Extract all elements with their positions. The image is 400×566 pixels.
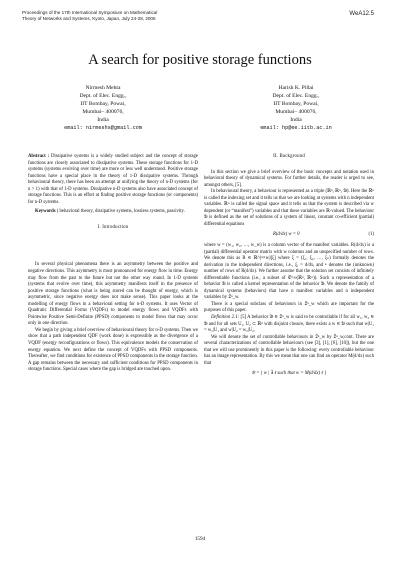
keywords-label: Keywords (35, 209, 56, 215)
intro-paragraph-2: We begin by giving a brief overview of behavioural theory for n-D systems. Then we show that a path independent QDF (work done) is expressible as the divergence of a VQDF (energy reconfigurations or flows). This equivalence models the conservation of energy equation. We next define the concept of VQDFs with PPSD components. Thereafter, we find conditions for existence of PPSD components in the storage function. A gap remains between the necessary and sufficient conditions for PPSD components in storage functions. Special cases where the gap is bridged are touched upon. (28, 327, 198, 373)
abstract-paragraph (28, 154, 198, 206)
intro-paragraph-1: In several physical phenomena there is an asymmetry between the positive and negative directions. This asymmetry is most pronounced for energy flow in time. Energy may flow from the past to the future but not the other way round. In 1-D systems (systems that evolve over time), this asymmetry manifests itself in the presence of positive storage functions (what is being stored can be thought of energy, which is asymmetric, since negative energy does not make sense). This paper looks at the modelling of energy flows in a behavioral setting for n-D systems. It uses Vector of Quadratic Differential Forms (VQDFs) to model energy flows and VQDFs with Pointwise Positive Semi-Definite (PPSD) components to model flows that may occur only in one direction. (28, 262, 198, 327)
author-dept: Dept. of Elec. Engg., (272, 93, 320, 100)
author-institute: IIT Bombay, Powai, (80, 101, 126, 108)
section-heading-background: II. Background (273, 154, 305, 159)
author-email: email: nirmeshs@gmail.com (64, 125, 142, 132)
session-code: WeA12.5 (349, 11, 374, 17)
author-country: India (97, 117, 109, 124)
keywords-paragraph (28, 209, 198, 216)
background-paragraph-5: We will denote the set of controllable behaviours in 𝔏ⁿ_w by 𝔏ⁿ_w,cont. There are several characterizations of controllable behaviours (see [3], [1], [6], [10]), but the one that we will use prominently in this paper is the following: every controllable behaviour has an image representation. By this we mean that one can find an operator M(d/dx) such that (204, 334, 374, 366)
equation-1-body: R(d/dx) w = 0 (272, 232, 300, 238)
author-country: India (290, 117, 302, 124)
author-email: email: hp@ee.iitb.ac.in (260, 125, 332, 132)
section-spacer (28, 240, 198, 262)
author-name: Harish K. Pillai (278, 85, 314, 91)
definition-text: [5] A behavior 𝔅 ∈ 𝔏ⁿ_w is said to be controllable if for all w₁, w₂ ∈ 𝔅 and for all sets U₁, U₂ ⊂ ℝⁿ with disjoint closure, there exists a w ∈ 𝔅 such that w|U₁ = w₁|U₁ and w|U₂ = w₂|U₂. (204, 315, 374, 334)
equation-2 (204, 371, 374, 378)
equation-1 (204, 232, 374, 239)
author-name: Nirmesh Mehta (85, 85, 121, 91)
proceedings-line-2: Theory of Networks and Systems, Kyoto, Japan, July 24-28, 2006 (22, 16, 156, 21)
background-paragraph-2: In behavioural theory, a behaviour is represented as a triple (ℝⁿ, ℝʷ, 𝔅). Here the ℝⁿ is called the indexing set and it tells us that we are looking at systems with n independent variables. ℝʷ is called the signal space and it tells us that the system is described via w dependent (or “manifest”) variables and that these variables are ℝ-valued. The behaviour 𝔅 is defined as the set of solutions of a system of linear, constant co-efficient (partial) differential equations (204, 189, 374, 227)
paper-title: A search for positive storage functions (88, 52, 312, 68)
abstract-label: Abstract : (28, 154, 50, 159)
abstract-text: Dissipative systems is a widely studied subject and the concept of storage functions are closely associated to dissipative systems. These storage functions for 1-D systems (systems evolving over time) are more or less well understood. Positive storage functions have a special place in the theory of 1-D dissipative systems. Through behavioural theory, there has been an attempt at unifying the theory of n-D systems (for n > 1) with that of 1-D systems. Dissipative n-D systems also have associated concept of storage functions. This is an effort at finding positive storage functions (or components) for n-D systems. (28, 154, 198, 205)
equation-2-body: 𝔅 = { w | ∃ ℓ such that w = M(d/dx) ℓ } (251, 371, 327, 377)
right-column (204, 154, 374, 382)
author-dept: Dept. of Elec. Engg., (79, 93, 127, 100)
definition-label: Definition 2.1: (211, 315, 240, 321)
equation-1-number: (1) (368, 232, 374, 238)
author-city: Mumbai– 400076, (82, 109, 124, 116)
left-column (28, 154, 198, 374)
author-institute: IIT Bombay, Powai, (273, 101, 319, 108)
proceedings-line-1: Proceedings of the 17th International Symposium on Mathematical (22, 10, 158, 15)
proceedings-header (22, 10, 157, 22)
author-block-2 (221, 84, 371, 133)
background-paragraph-3: where w = (w₁, w₂, …, w_w) is a column vector of the manifest variables. R(d/dx) is a (partial) differential operator matrix with w columns and an unspecified number of rows. We denote this as R ∈ ℝ^(•×w)[ξ] where ξ = (ξ₁, ξ₂, …, ξₙ) formally denotes the derivation in the independent directions, i.e., ξᵢ = d/dxᵢ and • denotes the (unknown) number of rows of R(d/dx). We further assume that the solution set consists of infinitely differentiable functions (i.e., a subset of 𝔈^∞(ℝⁿ, ℝʷ)). Such a representation of a behavior 𝔅 is called a kernel representation of the behavior 𝔅. We denote the family of dynamical systems (behaviors) that have n manifest variables and n independent variables by 𝔏ⁿ_w. (204, 243, 374, 301)
author-city: Mumbai– 400076, (275, 109, 317, 116)
keywords-text: ( behavioral theory, dissipative systems, lossless systems, passivity. (56, 209, 185, 215)
background-paragraph-1: In this section we give a brief overview of the basic concepts and notation used in behavioral theory of dynamical systems. For further details, the reader is urged to see, amongst others, [5]. (204, 169, 374, 188)
section-heading-introduction: I. Introduction (97, 224, 129, 230)
background-paragraph-4: There is a special subclass of behaviours in 𝔏ⁿ_w which are important for the purposes of this paper. (204, 301, 374, 314)
page-number: 1594 (194, 536, 206, 542)
definition-2-1 (204, 315, 374, 335)
author-block-1 (28, 84, 178, 133)
